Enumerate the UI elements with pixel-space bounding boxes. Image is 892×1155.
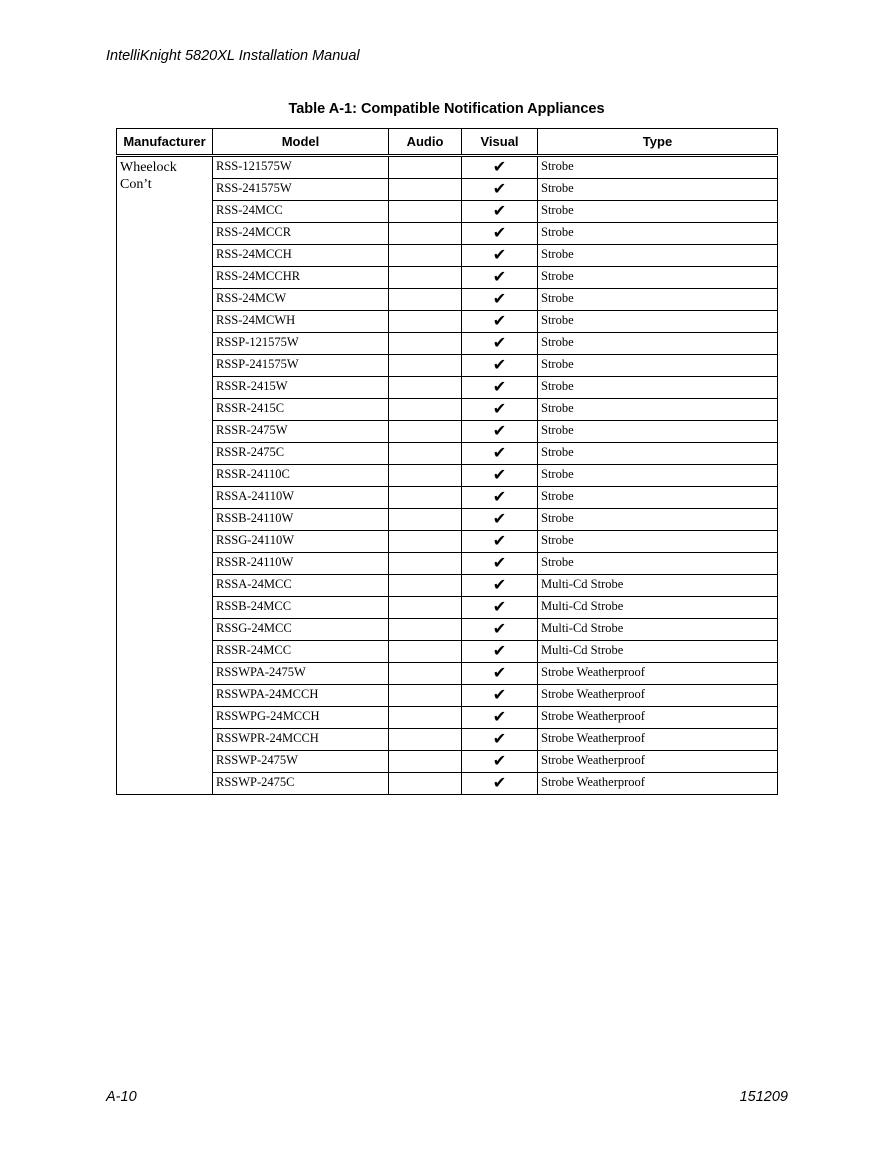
audio-cell bbox=[389, 289, 462, 311]
type-cell: Strobe bbox=[538, 156, 778, 179]
table-row bbox=[117, 311, 778, 333]
visual-cell bbox=[462, 399, 538, 421]
type-cell: Strobe bbox=[538, 487, 778, 509]
type-cell: Strobe Weatherproof bbox=[538, 685, 778, 707]
checkmark-icon: ✔ bbox=[492, 399, 507, 418]
table-row bbox=[117, 355, 778, 377]
audio-cell bbox=[389, 355, 462, 377]
audio-cell bbox=[389, 267, 462, 289]
type-cell: Strobe bbox=[538, 509, 778, 531]
model-cell: RSSR-2475W bbox=[213, 421, 389, 443]
audio-cell bbox=[389, 685, 462, 707]
model-cell: RSS-121575W bbox=[213, 156, 389, 179]
model-cell: RSS-24MCC bbox=[213, 201, 389, 223]
type-cell: Strobe bbox=[538, 333, 778, 355]
audio-cell bbox=[389, 509, 462, 531]
audio-cell bbox=[389, 465, 462, 487]
audio-cell bbox=[389, 377, 462, 399]
running-header-title: IntelliKnight 5820XL Installation Manual bbox=[106, 48, 360, 64]
audio-cell bbox=[389, 333, 462, 355]
document-number: 151209 bbox=[739, 1089, 788, 1105]
audio-cell bbox=[389, 597, 462, 619]
table-body bbox=[117, 156, 778, 795]
visual-cell bbox=[462, 245, 538, 267]
checkmark-icon: ✔ bbox=[492, 773, 507, 792]
audio-cell bbox=[389, 201, 462, 223]
checkmark-icon: ✔ bbox=[492, 641, 507, 660]
model-cell: RSSP-241575W bbox=[213, 355, 389, 377]
table-header bbox=[117, 129, 778, 156]
visual-cell bbox=[462, 311, 538, 333]
checkmark-icon: ✔ bbox=[492, 685, 507, 704]
audio-cell bbox=[389, 487, 462, 509]
visual-cell bbox=[462, 531, 538, 553]
model-cell: RSSR-24MCC bbox=[213, 641, 389, 663]
table-row bbox=[117, 509, 778, 531]
checkmark-icon: ✔ bbox=[492, 663, 507, 682]
table-row bbox=[117, 729, 778, 751]
model-cell: RSSR-2415C bbox=[213, 399, 389, 421]
model-cell: RSSR-2475C bbox=[213, 443, 389, 465]
model-cell: RSSR-24110W bbox=[213, 553, 389, 575]
type-cell: Strobe bbox=[538, 553, 778, 575]
model-cell: RSSP-121575W bbox=[213, 333, 389, 355]
audio-cell bbox=[389, 663, 462, 685]
appliance-table bbox=[116, 128, 778, 795]
visual-cell bbox=[462, 333, 538, 355]
audio-cell bbox=[389, 553, 462, 575]
visual-cell bbox=[462, 487, 538, 509]
checkmark-icon: ✔ bbox=[492, 751, 507, 770]
model-cell: RSSWPA-2475W bbox=[213, 663, 389, 685]
model-cell: RSSR-24110C bbox=[213, 465, 389, 487]
checkmark-icon: ✔ bbox=[492, 553, 507, 572]
visual-cell bbox=[462, 553, 538, 575]
type-cell: Strobe Weatherproof bbox=[538, 729, 778, 751]
model-cell: RSS-24MCWH bbox=[213, 311, 389, 333]
visual-cell bbox=[462, 619, 538, 641]
visual-cell bbox=[462, 597, 538, 619]
manufacturer-line: Con’t bbox=[120, 177, 152, 192]
checkmark-icon: ✔ bbox=[492, 443, 507, 462]
model-cell: RSSWPA-24MCCH bbox=[213, 685, 389, 707]
type-cell: Multi-Cd Strobe bbox=[538, 619, 778, 641]
table-row bbox=[117, 641, 778, 663]
page-number: A-10 bbox=[106, 1089, 137, 1105]
model-cell: RSSB-24MCC bbox=[213, 597, 389, 619]
checkmark-icon: ✔ bbox=[492, 421, 507, 440]
model-cell: RSS-24MCCR bbox=[213, 223, 389, 245]
checkmark-icon: ✔ bbox=[492, 333, 507, 352]
type-cell: Strobe bbox=[538, 531, 778, 553]
checkmark-icon: ✔ bbox=[492, 619, 507, 638]
table-row bbox=[117, 377, 778, 399]
type-cell: Strobe bbox=[538, 377, 778, 399]
visual-cell bbox=[462, 377, 538, 399]
model-cell: RSSG-24110W bbox=[213, 531, 389, 553]
visual-cell bbox=[462, 641, 538, 663]
table-row bbox=[117, 575, 778, 597]
table-row bbox=[117, 751, 778, 773]
table-row bbox=[117, 487, 778, 509]
table-row bbox=[117, 267, 778, 289]
checkmark-icon: ✔ bbox=[492, 597, 507, 616]
checkmark-icon: ✔ bbox=[492, 223, 507, 242]
checkmark-icon: ✔ bbox=[492, 245, 507, 264]
model-cell: RSSA-24110W bbox=[213, 487, 389, 509]
column-header-model: Model bbox=[213, 129, 389, 156]
model-cell: RSS-24MCCHR bbox=[213, 267, 389, 289]
table-row bbox=[117, 597, 778, 619]
column-header-manufacturer: Manufacturer bbox=[117, 129, 213, 156]
visual-cell bbox=[462, 267, 538, 289]
visual-cell bbox=[462, 201, 538, 223]
model-cell: RSSA-24MCC bbox=[213, 575, 389, 597]
visual-cell bbox=[462, 575, 538, 597]
column-header-visual: Visual bbox=[462, 129, 538, 156]
type-cell: Strobe bbox=[538, 421, 778, 443]
model-cell: RSS-24MCW bbox=[213, 289, 389, 311]
checkmark-icon: ✔ bbox=[492, 487, 507, 506]
audio-cell bbox=[389, 773, 462, 795]
model-cell: RSSB-24110W bbox=[213, 509, 389, 531]
audio-cell bbox=[389, 729, 462, 751]
visual-cell bbox=[462, 465, 538, 487]
checkmark-icon: ✔ bbox=[492, 157, 507, 176]
checkmark-icon: ✔ bbox=[492, 179, 507, 198]
audio-cell bbox=[389, 179, 462, 201]
type-cell: Multi-Cd Strobe bbox=[538, 641, 778, 663]
table-row bbox=[117, 707, 778, 729]
table-row bbox=[117, 773, 778, 795]
audio-cell bbox=[389, 575, 462, 597]
model-cell: RSSWPG-24MCCH bbox=[213, 707, 389, 729]
visual-cell bbox=[462, 773, 538, 795]
visual-cell bbox=[462, 729, 538, 751]
audio-cell bbox=[389, 223, 462, 245]
audio-cell bbox=[389, 531, 462, 553]
audio-cell bbox=[389, 751, 462, 773]
model-cell: RSSG-24MCC bbox=[213, 619, 389, 641]
type-cell: Strobe Weatherproof bbox=[538, 773, 778, 795]
type-cell: Strobe bbox=[538, 355, 778, 377]
audio-cell bbox=[389, 156, 462, 179]
table-row bbox=[117, 289, 778, 311]
audio-cell bbox=[389, 443, 462, 465]
table-row bbox=[117, 663, 778, 685]
type-cell: Strobe bbox=[538, 267, 778, 289]
table-row bbox=[117, 421, 778, 443]
column-header-type: Type bbox=[538, 129, 778, 156]
table-row bbox=[117, 619, 778, 641]
checkmark-icon: ✔ bbox=[492, 729, 507, 748]
checkmark-icon: ✔ bbox=[492, 465, 507, 484]
type-cell: Strobe Weatherproof bbox=[538, 663, 778, 685]
checkmark-icon: ✔ bbox=[492, 509, 507, 528]
visual-cell bbox=[462, 289, 538, 311]
audio-cell bbox=[389, 619, 462, 641]
type-cell: Multi-Cd Strobe bbox=[538, 575, 778, 597]
table-row bbox=[117, 333, 778, 355]
table-row bbox=[117, 465, 778, 487]
table-title: Table A-1: Compatible Notification Appliances bbox=[288, 101, 605, 117]
model-cell: RSS-241575W bbox=[213, 179, 389, 201]
type-cell: Multi-Cd Strobe bbox=[538, 597, 778, 619]
type-cell: Strobe Weatherproof bbox=[538, 707, 778, 729]
visual-cell bbox=[462, 443, 538, 465]
type-cell: Strobe bbox=[538, 289, 778, 311]
checkmark-icon: ✔ bbox=[492, 289, 507, 308]
model-cell: RSSWP-2475C bbox=[213, 773, 389, 795]
table-row bbox=[117, 223, 778, 245]
type-cell: Strobe Weatherproof bbox=[538, 751, 778, 773]
visual-cell bbox=[462, 223, 538, 245]
visual-cell bbox=[462, 707, 538, 729]
table-row bbox=[117, 443, 778, 465]
type-cell: Strobe bbox=[538, 201, 778, 223]
audio-cell bbox=[389, 311, 462, 333]
visual-cell bbox=[462, 421, 538, 443]
checkmark-icon: ✔ bbox=[492, 707, 507, 726]
checkmark-icon: ✔ bbox=[492, 377, 507, 396]
type-cell: Strobe bbox=[538, 179, 778, 201]
checkmark-icon: ✔ bbox=[492, 267, 507, 286]
table-row bbox=[117, 156, 778, 179]
audio-cell bbox=[389, 707, 462, 729]
model-cell: RSSWPR-24MCCH bbox=[213, 729, 389, 751]
column-header-audio: Audio bbox=[389, 129, 462, 156]
audio-cell bbox=[389, 245, 462, 267]
manufacturer-cell bbox=[117, 156, 213, 795]
model-cell: RSSR-2415W bbox=[213, 377, 389, 399]
visual-cell bbox=[462, 156, 538, 179]
header-row bbox=[117, 129, 778, 156]
visual-cell bbox=[462, 355, 538, 377]
manufacturer-line: Wheelock bbox=[120, 160, 177, 175]
table-row bbox=[117, 553, 778, 575]
type-cell: Strobe bbox=[538, 443, 778, 465]
type-cell: Strobe bbox=[538, 311, 778, 333]
checkmark-icon: ✔ bbox=[492, 201, 507, 220]
table-row bbox=[117, 179, 778, 201]
table-row bbox=[117, 245, 778, 267]
visual-cell bbox=[462, 179, 538, 201]
table-row bbox=[117, 399, 778, 421]
visual-cell bbox=[462, 509, 538, 531]
type-cell: Strobe bbox=[538, 465, 778, 487]
audio-cell bbox=[389, 641, 462, 663]
visual-cell bbox=[462, 685, 538, 707]
visual-cell bbox=[462, 751, 538, 773]
checkmark-icon: ✔ bbox=[492, 575, 507, 594]
model-cell: RSS-24MCCH bbox=[213, 245, 389, 267]
audio-cell bbox=[389, 421, 462, 443]
visual-cell bbox=[462, 663, 538, 685]
type-cell: Strobe bbox=[538, 223, 778, 245]
table-row bbox=[117, 201, 778, 223]
table-row bbox=[117, 685, 778, 707]
checkmark-icon: ✔ bbox=[492, 311, 507, 330]
type-cell: Strobe bbox=[538, 399, 778, 421]
checkmark-icon: ✔ bbox=[492, 355, 507, 374]
table-row bbox=[117, 531, 778, 553]
checkmark-icon: ✔ bbox=[492, 531, 507, 550]
model-cell: RSSWP-2475W bbox=[213, 751, 389, 773]
audio-cell bbox=[389, 399, 462, 421]
type-cell: Strobe bbox=[538, 245, 778, 267]
